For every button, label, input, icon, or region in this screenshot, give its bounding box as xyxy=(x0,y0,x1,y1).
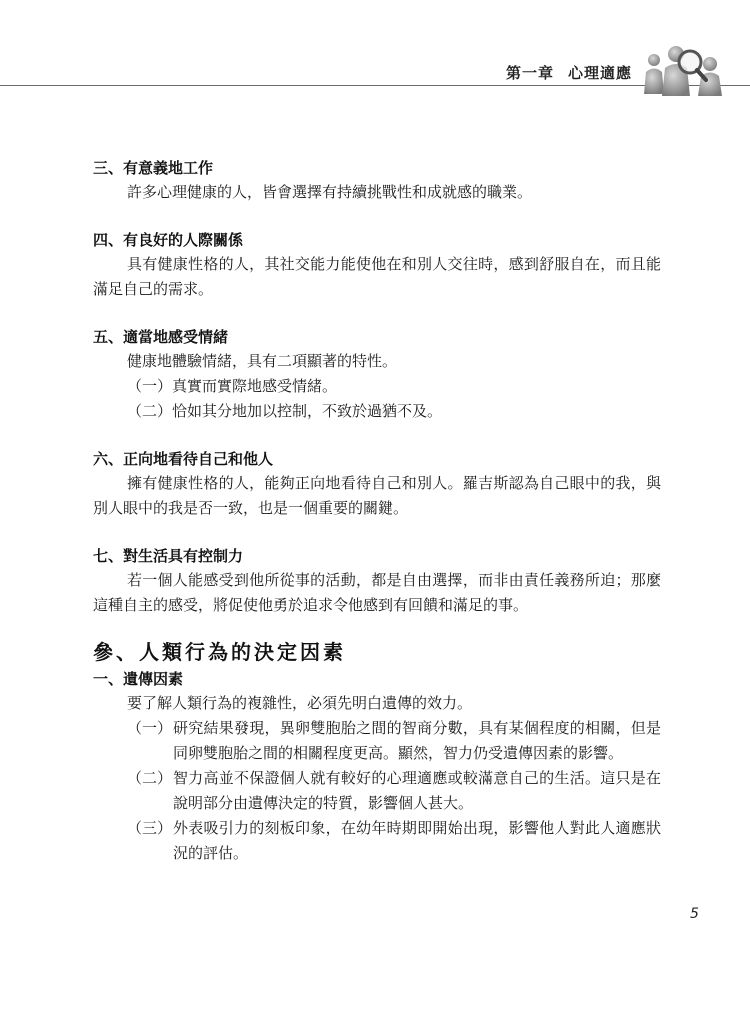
chapter-label: 第一章 xyxy=(505,64,554,82)
page-number: 5 xyxy=(690,906,699,922)
list-item-number: （一） xyxy=(127,719,173,737)
page-content xyxy=(93,156,661,866)
list-item-text: 研究結果發現，異卵雙胞胎之間的智商分數，具有某個程度的相關，但是同卵雙胞胎之間的相關程度更高。顯然，智力仍受遺傳因素的影響。 xyxy=(173,719,661,762)
section-paragraph: 具有健康性格的人，其社交能力能使他在和別人交往時，感到舒服自在，而且能滿足自己的需求。 xyxy=(93,255,661,298)
section-paragraph: 健康地體驗情緒，具有二項顯著的特性。 xyxy=(127,352,398,370)
section-heading: 六、正向地看待自己和他人 xyxy=(93,450,274,468)
list-item: （一）真實而實際地感受情緒。 xyxy=(127,377,338,395)
section-5 xyxy=(93,325,661,424)
list-item-number: （二） xyxy=(127,769,173,787)
people-magnifier-icon xyxy=(640,40,730,98)
section-6 xyxy=(93,447,661,521)
section-paragraph: 許多心理健康的人，皆會選擇有持續挑戰性和成就感的職業。 xyxy=(127,183,533,201)
section-heading: 七、對生活具有控制力 xyxy=(93,547,244,565)
section-paragraph: 擁有健康性格的人，能夠正向地看待自己和別人。羅吉斯認為自己眼中的我，與別人眼中的我是否一致，也是一個重要的關鍵。 xyxy=(93,474,661,517)
list-item-number: （三） xyxy=(127,819,173,837)
list-item: （二）恰如其分地加以控制，不致於過猶不及。 xyxy=(127,402,443,420)
part-intro: 要了解人類行為的複雜性，必須先明白遺傳的效力。 xyxy=(127,694,473,712)
list-item-text: 智力高並不保證個人就有較好的心理適應或較滿意自己的生活。這只是在說明部分由遺傳決定的特質，影響個人甚大。 xyxy=(173,769,661,812)
section-heading: 四、有良好的人際關係 xyxy=(93,231,244,249)
header-rule xyxy=(0,85,750,86)
section-paragraph: 若一個人能感受到他所從事的活動，都是自由選擇，而非由責任義務所迫；那麼這種自主的感受，將促使他勇於追求令他感到有回饋和滿足的事。 xyxy=(93,571,661,614)
running-header xyxy=(506,62,632,83)
part-subheading: 一、遺傳因素 xyxy=(93,670,184,688)
section-heading: 五、適當地感受情緒 xyxy=(93,328,229,346)
list-item xyxy=(93,816,661,866)
list-item xyxy=(93,716,661,766)
section-3 xyxy=(93,156,661,205)
section-7 xyxy=(93,544,661,618)
part-title: 參、人類行為的決定因素 xyxy=(93,640,346,664)
chapter-title: 心理適應 xyxy=(567,64,632,82)
section-4 xyxy=(93,228,661,302)
list-item xyxy=(93,766,661,816)
section-heading: 三、有意義地工作 xyxy=(93,159,214,177)
list-item-text: 外表吸引力的刻板印象，在幼年時期即開始出現，影響他人對此人適應狀況的評估。 xyxy=(173,819,661,862)
